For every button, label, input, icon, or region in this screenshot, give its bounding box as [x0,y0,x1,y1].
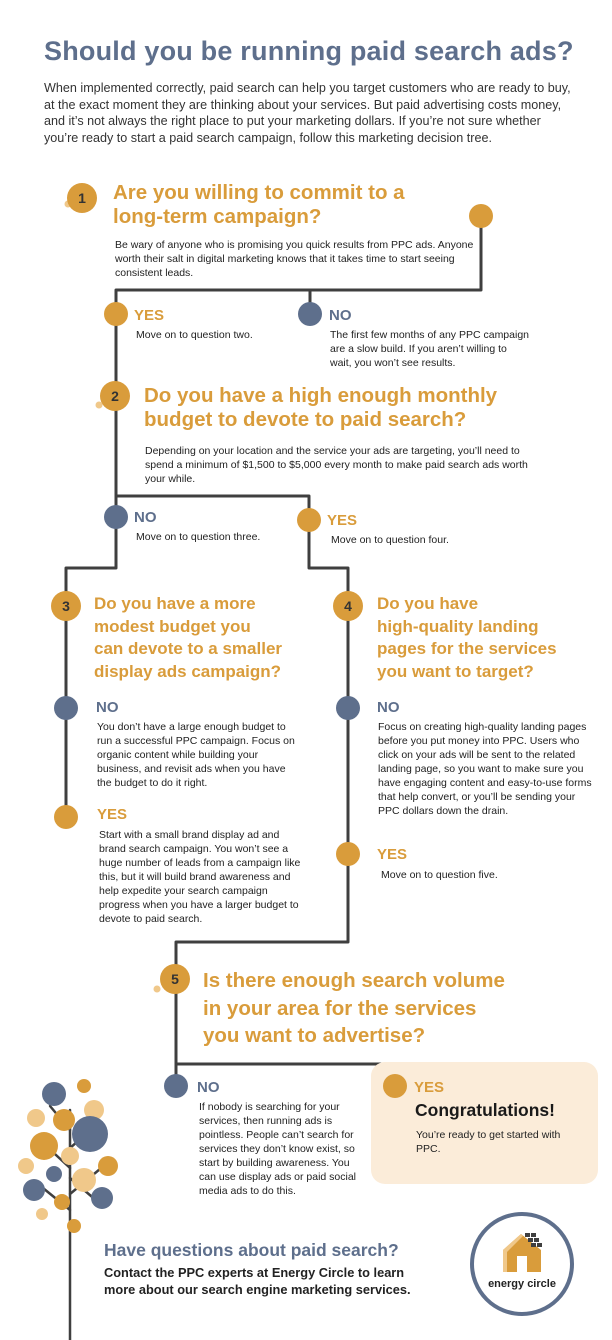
question-4-heading [377,593,607,683]
page-title: Should you be running paid search ads? [44,36,574,66]
q4-no-label: NO [377,699,400,716]
question-3-line-3: can devote to a smaller [94,639,283,658]
q4-yes-node [335,841,361,867]
question-3-heading [94,593,324,683]
q5-no-node [163,1073,189,1099]
q5-no-text: If nobody is searching for your services, then running ads is pointless. People can’t search for services they don’t know exist, so start by building awareness. You can use display ads or paid social media ads to do this. [199,1101,357,1197]
q2-yes-text: Move on to question four. [331,534,449,546]
q4-yes-label: YES [377,846,408,863]
q3-no-text: You don’t have a large enough budget to run a successful PPC campaign. Focus on organic content while building your business, and revisit ads when you have the budget to do it right. [97,721,295,789]
question-4-line-3: pages for the services [377,639,557,658]
q2-yes-node [296,507,322,533]
q2-yes-label: YES [327,512,358,529]
question-2-heading [144,384,584,432]
energy-circle-logo[interactable] [470,1212,574,1316]
question-3-line-2: modest budget you [94,616,251,636]
logo-text: energy circle [488,1278,556,1290]
decorative-tree-illustration [14,1070,124,1340]
step-1-number: 1 [78,190,86,206]
step-3-number: 3 [62,598,70,614]
step-1-badge [62,178,102,218]
q5-no-label: NO [197,1079,220,1096]
step-4-badge [330,588,366,624]
question-5-line-3: you want to advertise? [203,1024,426,1047]
q3-no-label: NO [96,699,119,716]
q2-no-node [103,504,129,530]
question-1-line-1: Are you willing to commit to a [113,181,405,204]
q5-yes-node [382,1073,408,1099]
question-5-line-2: in your area for the services [203,996,477,1020]
question-2-line-1: Do you have a high enough monthly [144,384,498,407]
solar-house-icon [497,1230,547,1274]
step-4-number: 4 [344,598,352,614]
q5-yes-text: You’re ready to get started with PPC. [416,1129,561,1155]
q4-yes-text: Move on to question five. [381,869,498,881]
flow-start-node [468,203,494,229]
question-3-line-1: Do you have a more [94,594,256,613]
question-4-line-4: you want to target? [377,661,534,681]
question-1-heading [113,181,473,229]
intro-paragraph: When implemented correctly, paid search can help you target customers who are ready to buy, at the exact moment they are thinking about your services. But paid advertising costs money, and it’s not always the right place to put your marketing dollars. If you’re not sure whether you’re ready to start a paid search campaign, follow this marketing decision tree. [44,81,571,145]
cta-text: Contact the PPC experts at Energy Circle to learn more about our search engine marketing services. [104,1265,411,1297]
question-1-description: Be wary of anyone who is promising you quick results from PPC ads. Anyone worth their salt in digital marketing knows that it takes time to start seeing consistent leads. [115,239,474,279]
step-3-badge [48,588,84,624]
step-2-number: 2 [111,388,119,404]
q1-no-node [297,301,323,327]
q1-no-text: The first few months of any PPC campaign are a slow build. If you aren’t willing to wait, you won’t see results. [330,329,530,369]
q1-yes-text: Move on to question two. [136,329,253,341]
step-5-badge [152,960,192,1000]
question-5-line-1: Is there enough search volume [203,969,505,992]
q1-yes-label: YES [134,307,165,324]
q3-yes-text: Start with a small brand display ad and brand search campaign. You won’t see a huge number of leads from a campaign like this, but it will build brand awareness and help expedite your search campaign progress when you have a larger budget to devote to paid search. [99,829,301,925]
question-4-line-1: Do you have [377,594,479,613]
q2-no-text: Move on to question three. [136,531,261,543]
q1-yes-node [103,301,129,327]
q2-no-label: NO [134,509,157,526]
step-5-number: 5 [171,971,179,987]
question-1-line-2: long-term campaign? [113,205,322,228]
q3-yes-node [53,804,79,830]
question-4-line-2: high-quality landing [377,616,539,636]
congratulations-heading: Congratulations! [415,1100,555,1120]
q1-no-label: NO [329,307,352,324]
cta-heading: Have questions about paid search? [104,1240,399,1260]
q3-no-node [53,695,79,721]
question-3-line-4: display ads campaign? [94,661,282,681]
question-2-line-2: budget to devote to paid search? [144,408,467,431]
q4-no-text: Focus on creating high-quality landing pages before you put money into PPC. Users who click on your ads will be sent to the related landing page, so you want to make sure you have engaging content and easy-to-use forms that help convert, or you’ll be sending your PPC dollars down the drain. [378,721,592,817]
q4-no-node [335,695,361,721]
q3-yes-label: YES [97,806,128,823]
question-5-heading [203,967,583,1050]
question-2-description: Depending on your location and the service your ads are targeting, you’ll need to spend a minimum of $1,500 to $5,000 every month to make paid search ads worth your while. [145,445,528,485]
step-2-badge [94,379,134,419]
q5-yes-label: YES [414,1079,445,1096]
